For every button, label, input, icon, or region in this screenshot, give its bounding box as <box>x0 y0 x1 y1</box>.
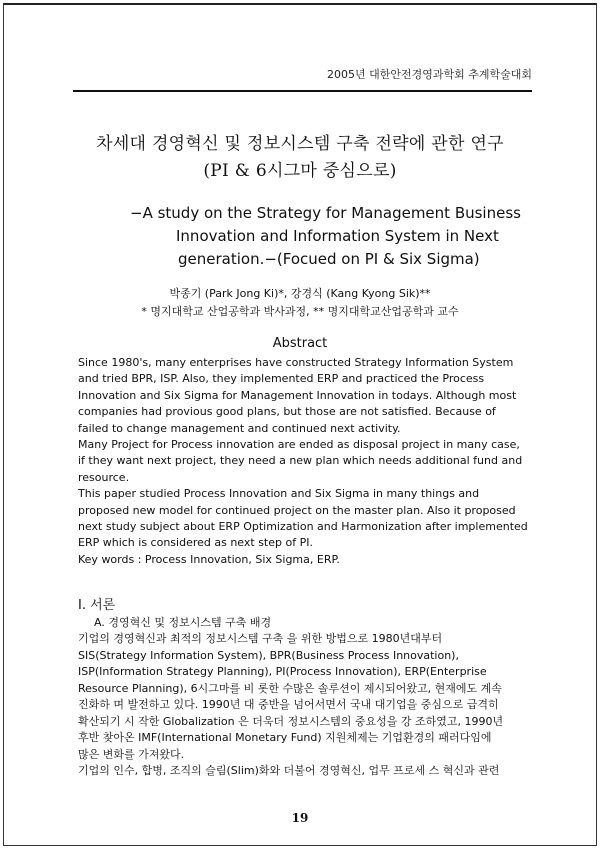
page-border-left <box>3 3 4 846</box>
abstract-line: Since 1980's, many enterprises have constructed Strategy Information System <box>78 356 514 369</box>
korean-title-line: 차세대 경영혁신 및 정보시스템 구축 전략에 관한 연구 <box>96 134 504 154</box>
body-line: 후반 찾아온 IMF(International Monetary Fund) 지원체제는 기업환경의 패러다임에 <box>78 731 492 744</box>
korean-title-line: (PI & 6시그마 중심으로) <box>203 161 397 181</box>
body-line: 진화하 며 발전하고 있다. 1990년 대 중반을 넘어서면서 국내 대기업을 중심으로 급격히 <box>78 698 499 711</box>
section-body <box>78 631 530 780</box>
abstract-line: if they want next project, they need a new plan which needs additional fund and <box>78 454 523 468</box>
english-title-line: generation.−(Focued on PI & Six Sigma) <box>178 250 480 268</box>
english-title-line: Innovation and Information System in Next <box>176 227 499 245</box>
abstract-line: companies had provious good plans, but those are not satisfied. Because of <box>78 405 496 419</box>
page-border-top <box>3 3 597 5</box>
body-line: Resource Planning), 6시그마를 비 롯한 수많은 솔루션이 제시되어왔고, 현재에도 계속 <box>78 681 502 695</box>
english-title <box>130 202 550 271</box>
abstract-heading: Abstract <box>272 336 328 351</box>
running-header: 2005년 대한안전경영과학회 추계학술대회 <box>326 68 532 81</box>
affiliations: * 명지대학교 산업공학과 박사과정, ** 명지대학교산업공학과 교수 <box>141 305 459 318</box>
body-line: 기업의 경영혁신과 최적의 정보시스템 구축 을 위한 방법으로 1980년대부터 <box>78 632 443 645</box>
abstract-line: and tried BPR, ISP. Also, they implemented ERP and practiced the Process <box>78 372 485 386</box>
abstract-line: proposed new model for continued project on the master plan. Also it proposed <box>78 503 516 517</box>
abstract-line: Many Project for Process innovation are ended as disposal project in many case, <box>78 438 520 452</box>
section-heading: I. 서론 <box>78 598 116 613</box>
body-line: 기업의 인수, 합병, 조직의 슬림(Slim)화와 더불어 경영혁신, 업무 프로세 스 혁신과 관련 <box>78 764 500 777</box>
page-border-bottom <box>3 845 597 846</box>
abstract-line: next study subject about ERP Optimization and Harmonization after implemented <box>78 520 528 534</box>
subsection-heading: A. 경영혁신 및 정보시스템 구축 배경 <box>94 616 272 629</box>
english-title-line: −A study on the Strategy for Management Business <box>130 204 521 222</box>
abstract-line: resource. <box>78 470 130 484</box>
body-line: 확산되기 시 작한 Globalization 은 더욱더 정보시스템의 중요성을 강 조하였고, 1990년 <box>78 714 504 728</box>
korean-title <box>0 131 600 185</box>
body-line: SIS(Strategy Information System), BPR(Business Process Innovation), <box>78 648 459 662</box>
keywords-line: Key words : Process Innovation, Six Sigma, ERP. <box>78 552 340 566</box>
abstract-line: failed to change management and continued next activity. <box>78 421 401 435</box>
body-line: ISP(Information Strategy Planning), PI(Process Innovation), ERP(Enterprise <box>78 665 487 678</box>
body-line: 많은 변화를 가져왔다. <box>78 747 185 761</box>
abstract-line: This paper studied Process Innovation and Six Sigma in many things and <box>78 487 480 501</box>
page-border-right <box>596 3 597 846</box>
page-number: 19 <box>291 811 309 825</box>
header-rule <box>73 90 532 92</box>
abstract-body <box>78 355 538 568</box>
abstract-line: ERP which is considered as next step of PI. <box>78 536 313 550</box>
abstract-line: Innovation and Six Sigma for Management Innovation in todays. Although most <box>78 388 517 402</box>
authors: 박종기 (Park Jong Ki)*, 강경식 (Kang Kyong Sik)** <box>169 287 431 300</box>
